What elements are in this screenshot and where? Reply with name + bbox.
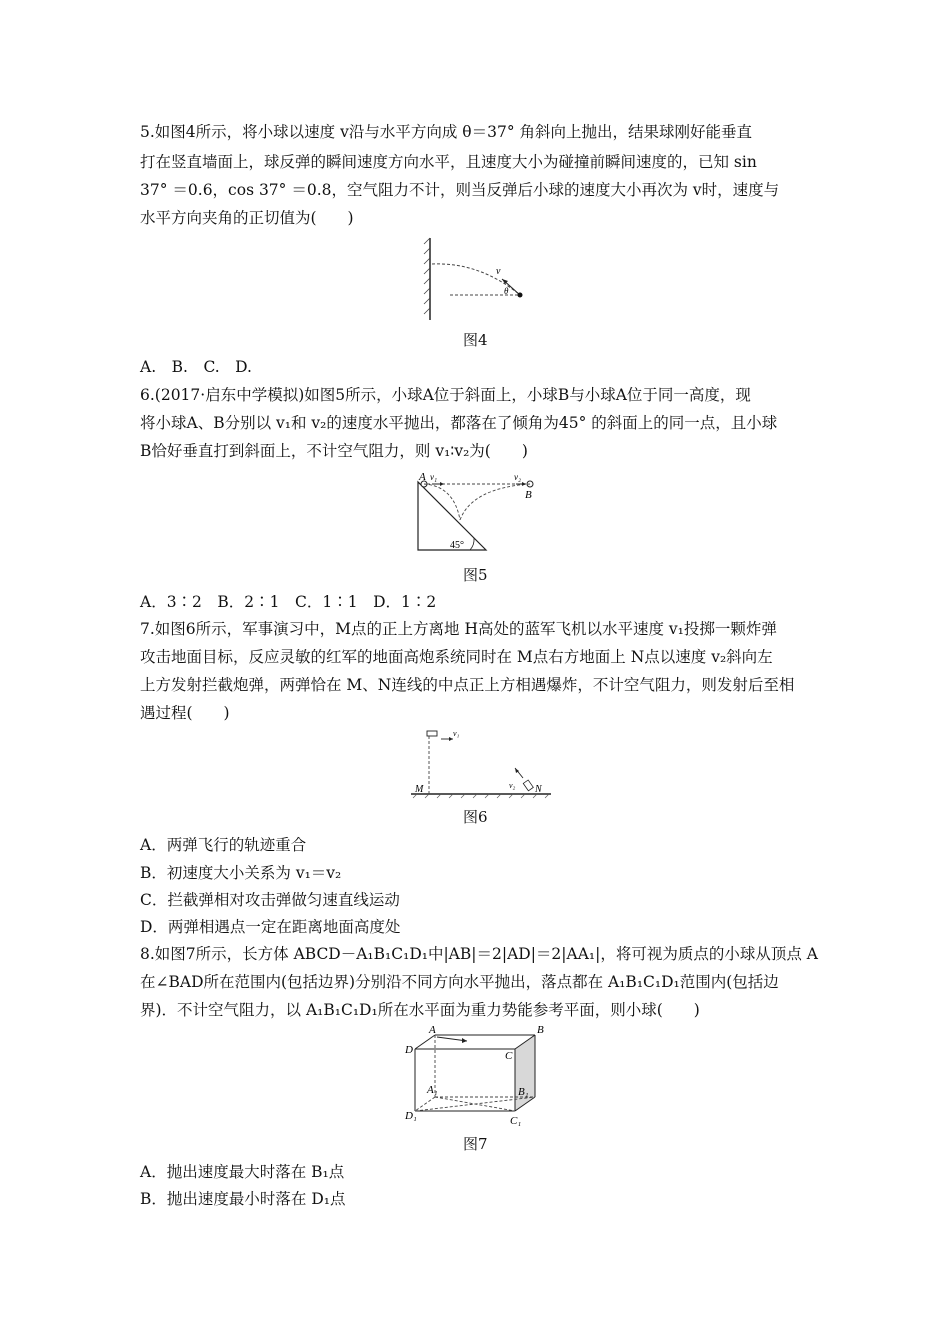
figure-4: [420, 234, 530, 324]
q8-line-3: 界)．不计空气阻力，以 A₁B₁C₁D₁所在水平面为重力势能参考平面，则小球( ): [140, 1001, 700, 1019]
figure-5: [410, 470, 550, 554]
fig7-label-a1: A₁: [427, 1084, 438, 1096]
q6-line-2: 将小球A、B分别以 v₁和 v₂的速度水平抛出，都落在了倾角为45° 的斜面上的同一点，且小球: [140, 414, 778, 432]
q8-option-a: A．抛出速度最大时落在 B₁点: [140, 1163, 345, 1181]
fig4-label-v: v: [496, 266, 501, 277]
figure-6: [405, 728, 555, 800]
figure-7: [405, 1025, 555, 1130]
q7-option-b: B．初速度大小关系为 v₁＝v₂: [140, 864, 342, 882]
fig5-label-a: A: [419, 471, 426, 483]
fig7-label-c1: C₁: [510, 1115, 522, 1127]
figure-4-caption: 图4: [463, 331, 488, 349]
q6-line-3: B恰好垂直打到斜面上，不计空气阻力，则 v₁∶v₂为( ): [140, 442, 528, 460]
fig5-label-angle: 45°: [450, 540, 464, 551]
q7-line-3: 上方发射拦截炮弹，两弹恰在 M、N连线的中点正上方相遇爆炸，不计空气阻力，则发射后至相: [140, 676, 795, 694]
fig5-label-v2: v₂: [514, 472, 522, 482]
fig5-label-v1: v₁: [430, 472, 438, 482]
q5-options: A. B. C. D.: [140, 358, 252, 376]
figure-6-caption: 图6: [463, 808, 488, 826]
q7-line-4: 遇过程( ): [140, 704, 230, 722]
fig5-label-b: B: [525, 489, 532, 501]
fig6-label-v2: v₂: [509, 781, 516, 790]
q5-line-3: 37° ＝0.6，cos 37° ＝0.8，空气阻力不计，则当反弹后小球的速度大小再次为 v时，速度与: [140, 181, 780, 199]
fig6-label-m: M: [415, 784, 424, 795]
q7-line-1: 7.如图6所示，军事演习中，M点的正上方离地 H高处的蓝军飞机以水平速度 v₁投掷一颗炸弹: [140, 620, 777, 638]
fig4-label-theta: θ: [504, 286, 509, 296]
figure-5-caption: 图5: [463, 566, 488, 584]
q7-option-c: C．拦截弹相对攻击弹做匀速直线运动: [140, 891, 400, 909]
fig7-label-d: D: [405, 1044, 413, 1056]
q8-line-1: 8.如图7所示，长方体 ABCD－A₁B₁C₁D₁中|AB|＝2|AD|＝2|AA₁|，将可视为质点的小球从顶点 A: [140, 945, 818, 963]
figure-7-caption: 图7: [463, 1135, 488, 1153]
q6-options: A．3∶2 B．2∶1 C．1∶1 D．1∶2: [140, 593, 437, 611]
q8-option-b: B．抛出速度最小时落在 D₁点: [140, 1190, 346, 1208]
fig7-label-b: B: [537, 1024, 544, 1036]
fig6-label-n: N: [535, 784, 542, 795]
fig7-label-b1: B₁: [518, 1086, 529, 1098]
q7-line-2: 攻击地面目标，反应灵敏的红军的地面高炮系统同时在 M点右方地面上 N点以速度 v₂斜向左: [140, 648, 773, 666]
fig6-label-v1: v₁: [453, 729, 460, 738]
fig7-label-d1: D₁: [405, 1110, 417, 1122]
q7-option-a: A．两弹飞行的轨迹重合: [140, 836, 307, 854]
q5-line-4: 水平方向夹角的正切值为( ): [140, 209, 354, 227]
fig7-label-a: A: [429, 1024, 436, 1036]
q8-line-2: 在∠BAD所在范围内(包括边界)分别沿不同方向水平抛出，落点都在 A₁B₁C₁D₁范围内(包括边: [140, 973, 779, 991]
q7-option-d: D．两弹相遇点一定在距离地面高度处: [140, 918, 401, 936]
q5-line-1: 5.如图4所示，将小球以速度 v沿与水平方向成 θ＝37° 角斜向上抛出，结果球刚好能垂直: [140, 123, 752, 141]
fig7-label-c: C: [505, 1050, 513, 1062]
q6-line-1: 6.(2017·启东中学模拟)如图5所示，小球A位于斜面上，小球B与小球A位于同一高度，现: [140, 386, 751, 404]
q5-line-2: 打在竖直墙面上，球反弹的瞬间速度方向水平，且速度大小为碰撞前瞬间速度的，已知 sin: [140, 153, 757, 171]
